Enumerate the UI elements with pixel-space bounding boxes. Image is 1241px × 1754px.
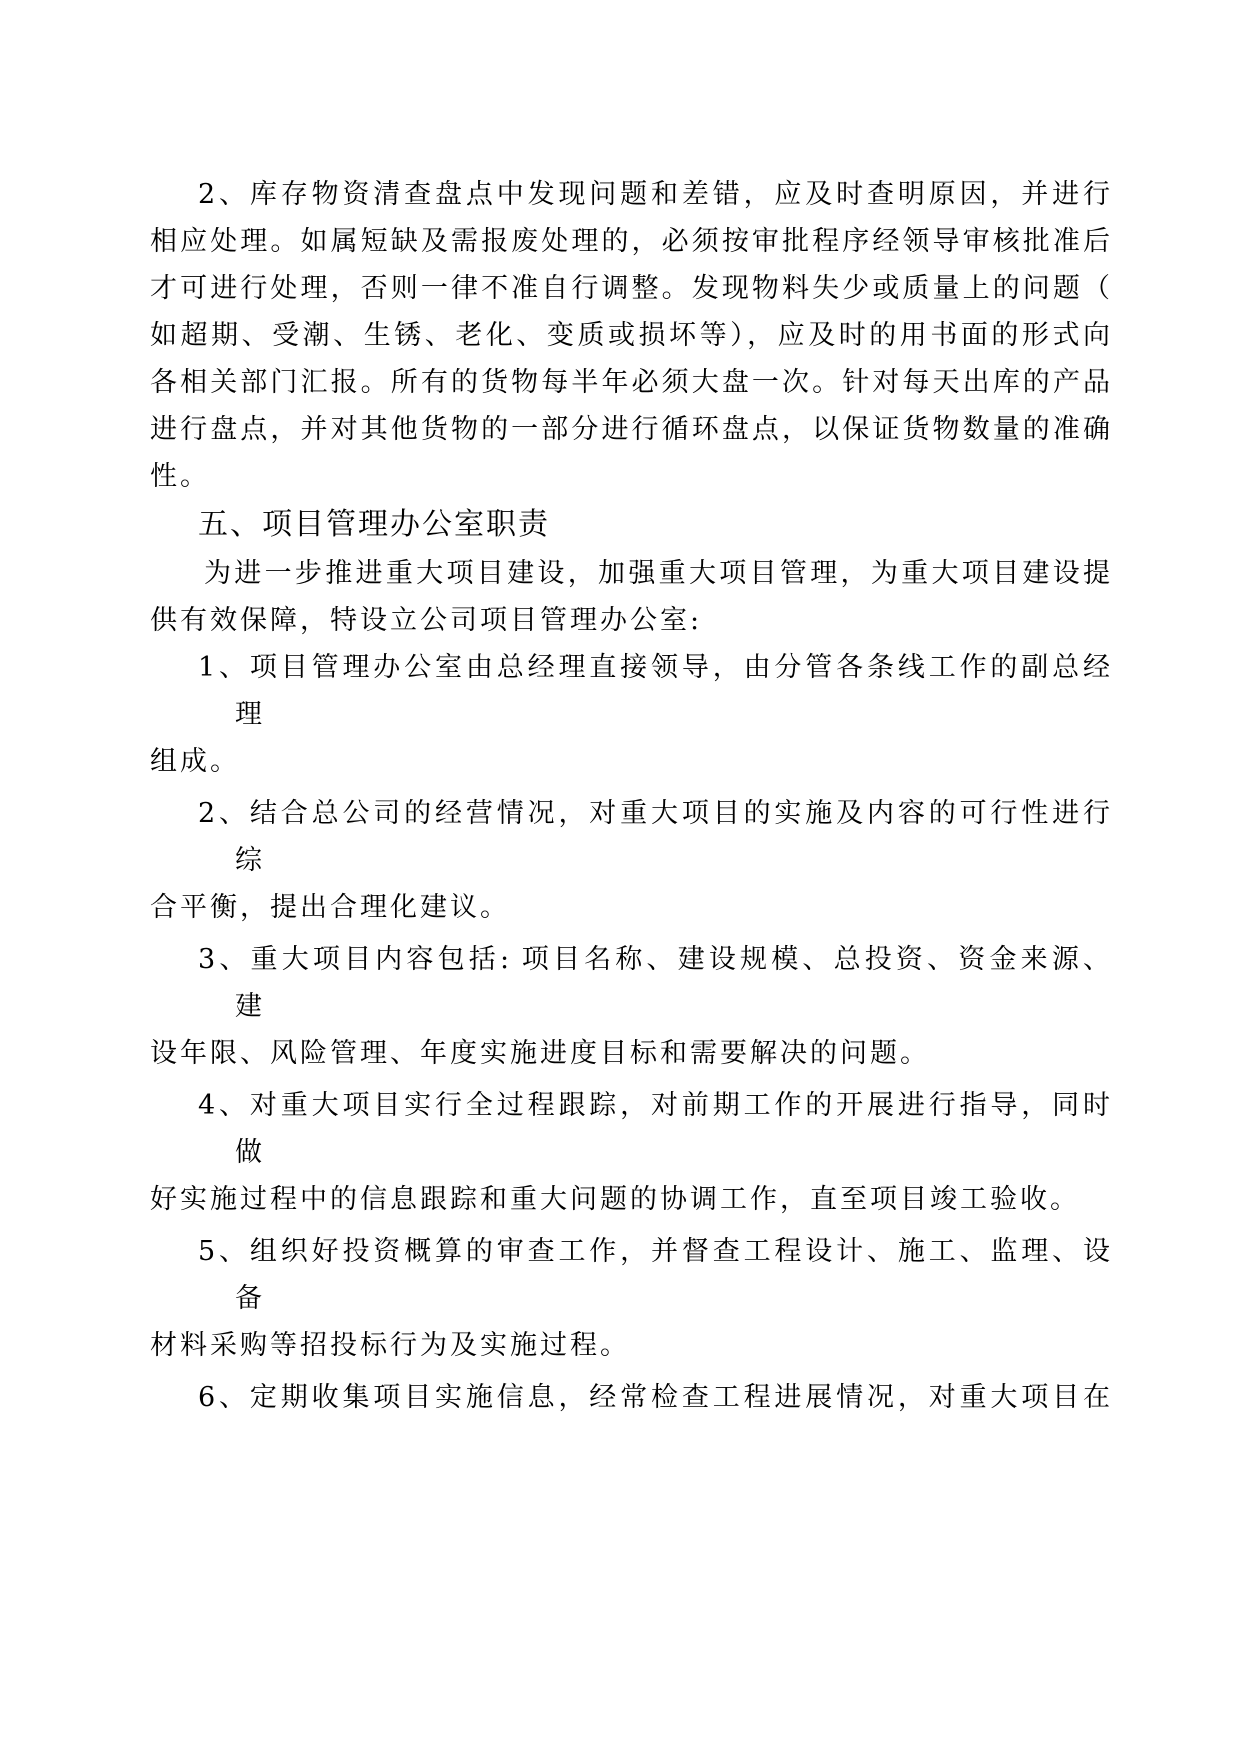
paragraph-line: 如超期、受潮、生锈、老化、变质或损坏等），应及时的用书面的形式向 [150,320,1110,351]
list-item-continuation: 设年限、风险管理、年度实施进度目标和需要解决的问题。 [150,1038,930,1069]
list-item-wrap: 理 [235,699,265,730]
list-item-line: 5、组织好投资概算的审查工作，并督查工程设计、施工、监理、设 [198,1236,1110,1267]
paragraph-line: 各相关部门汇报。所有的货物每半年必须大盘一次。针对每天出库的产品 [150,367,1110,398]
list-item-continuation: 组成。 [150,746,240,777]
paragraph-line: 进行盘点，并对其他货物的一部分进行循环盘点，以保证货物数量的准确 [150,414,1110,445]
list-item-line: 1、项目管理办公室由总经理直接领导，由分管各条线工作的副总经 [198,652,1110,683]
list-item-wrap: 建 [235,991,265,1022]
list-item-wrap: 综 [235,845,265,876]
list-item-wrap: 备 [235,1283,265,1314]
paragraph-line: 性。 [150,461,210,492]
list-item-continuation: 好实施过程中的信息跟踪和重大问题的协调工作，直至项目竣工验收。 [150,1184,1080,1215]
paragraph-line: 才可进行处理，否则一律不准自行调整。发现物料失少或质量上的问题（ [150,273,1110,304]
list-item-line: 3、重大项目内容包括: 项目名称、建设规模、总投资、资金来源、 [198,944,1110,975]
intro-line: 供有效保障，特设立公司项目管理办公室: [150,605,703,636]
list-item-line: 4、对重大项目实行全过程跟踪，对前期工作的开展进行指导，同时 [198,1090,1110,1121]
paragraph-line: 2、库存物资清查盘点中发现问题和差错，应及时查明原因，并进行 [198,179,1110,210]
list-item-line: 6、定期收集项目实施信息，经常检查工程进展情况，对重大项目在 [198,1382,1110,1413]
section-heading: 五、项目管理办公室职责 [198,507,550,542]
paragraph-line: 相应处理。如属短缺及需报废处理的，必须按审批程序经领导审核批准后 [150,226,1110,257]
list-item-line: 2、结合总公司的经营情况，对重大项目的实施及内容的可行性进行 [198,798,1110,829]
list-item-wrap: 做 [235,1137,265,1168]
intro-line: 为进一步推进重大项目建设，加强重大项目管理，为重大项目建设提 [204,558,1110,589]
list-item-continuation: 材料采购等招投标行为及实施过程。 [150,1330,630,1361]
list-item-continuation: 合平衡，提出合理化建议。 [150,892,510,923]
